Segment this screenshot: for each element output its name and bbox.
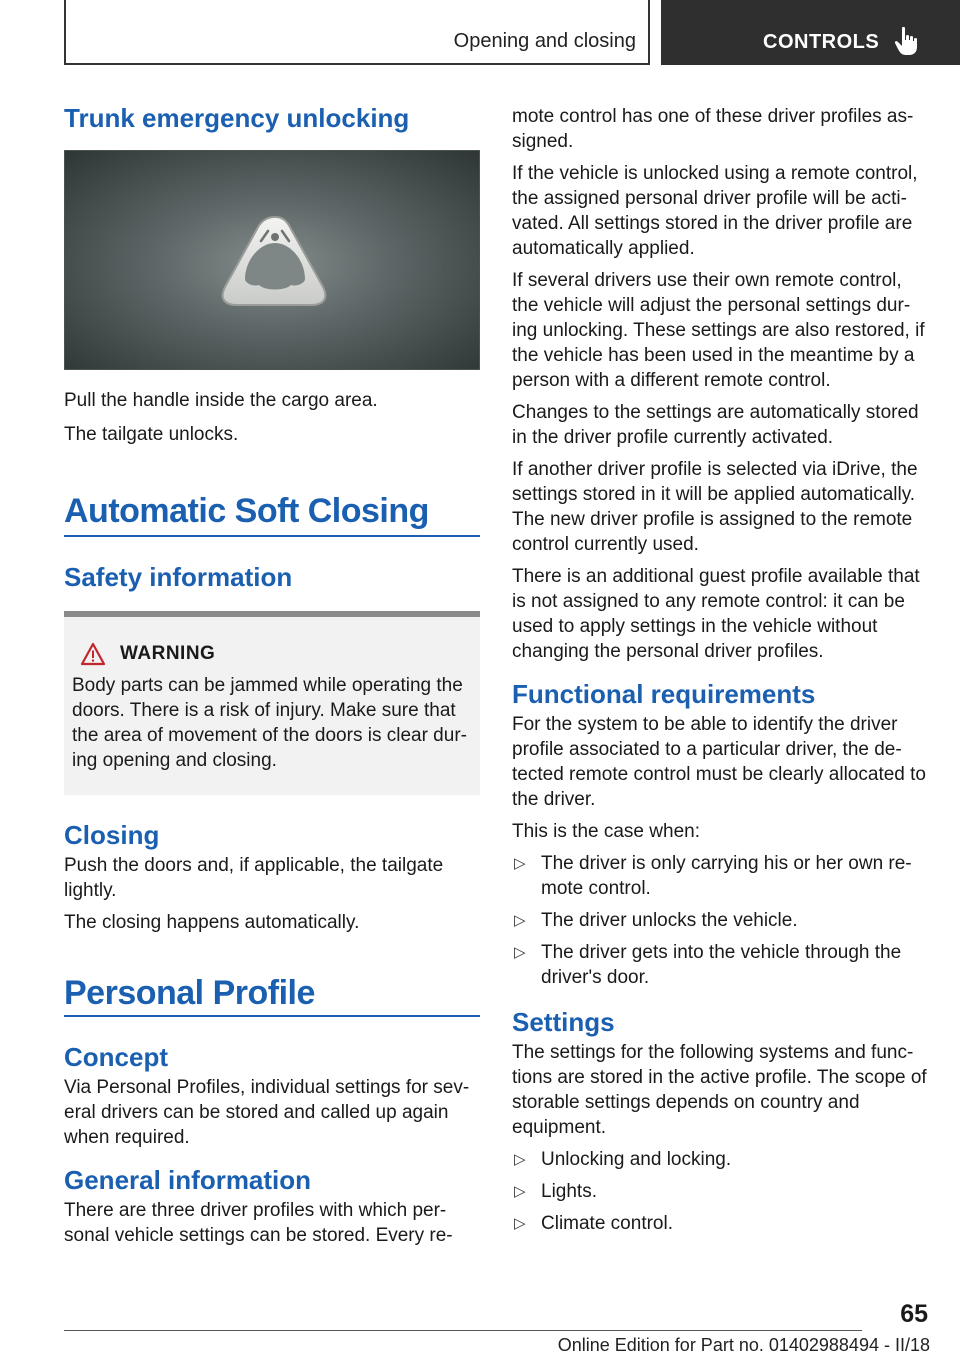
concept-heading: Concept [64, 1042, 168, 1072]
pointing-hand-icon [893, 26, 921, 56]
header-bottom-rule [64, 63, 650, 65]
list-item-text: The driver is only carrying his or her own re-mote control. [541, 853, 912, 899]
edition-note: Online Edition for Part no. 01402988494 - II/18 [557, 1335, 930, 1355]
bullet-triangle-icon: ▷ [514, 855, 526, 872]
list-item-text: Climate control. [541, 1213, 673, 1234]
header-chapter-label: CONTROLS [763, 31, 880, 53]
settings-text: The settings for the following systems and func-tions are stored in the active profile. The scope of storable settings depends on country and equipment. [512, 1042, 927, 1138]
profile-unlock-text: If the vehicle is unlocked using a remote control, the assigned personal driver profile will be acti-vated. All settings stored in the driver profile are automatically applied. [512, 163, 918, 259]
case-list [512, 851, 930, 990]
bullet-triangle-icon: ▷ [514, 1183, 526, 1200]
trunk-handle-photo [64, 150, 480, 370]
bullet-triangle-icon: ▷ [514, 944, 526, 961]
soft-closing-rule [64, 535, 480, 537]
list-item [512, 851, 930, 901]
warning-text: Body parts can be jammed while operating the doors. There is a risk of injury. Make sure that the area of movement of the doors is clear dur-ing opening and closing. [72, 675, 467, 771]
profile-changes-text: Changes to the settings are automatically stored in the driver profile currently activated. [512, 402, 919, 448]
closing-heading: Closing [64, 820, 160, 850]
functional-requirements-text: For the system to be able to identify the driver profile associated to a particular driver, the de-tected remote control must be clearly allocated to the driver. [512, 714, 926, 810]
header-right-rule [648, 0, 650, 65]
profile-several-drivers-text: If several drivers use their own remote control, the vehicle will adjust the personal settings dur-ing unlocking. These settings are also restored, if the vehicle has been used in the meantime by a person with a different remote control. [512, 270, 925, 391]
page-number: 65 [900, 1300, 928, 1328]
list-item [512, 1179, 930, 1204]
bullet-triangle-icon: ▷ [514, 1151, 526, 1168]
list-item-text: The driver gets into the vehicle through the driver's door. [541, 942, 902, 988]
list-item [512, 940, 930, 990]
case-intro-text: This is the case when: [512, 821, 700, 842]
safety-information-heading: Safety information [64, 562, 293, 592]
warning-box [64, 611, 480, 795]
list-item-text: The driver unlocks the vehicle. [541, 910, 798, 931]
concept-text: Via Personal Profiles, individual settings for sev-eral drivers can be stored and called up again when required. [64, 1077, 470, 1148]
general-information-heading: General information [64, 1165, 312, 1195]
right-column [512, 104, 930, 1236]
trunk-step-2: The tailgate unlocks. [64, 424, 239, 445]
warning-header [72, 641, 472, 667]
warning-label: WARNING [120, 643, 216, 664]
trunk-step-1: Pull the handle inside the cargo area. [64, 390, 378, 411]
profile-continued-text: mote control has one of these driver profiles as-signed. [512, 106, 914, 152]
closing-step-1: Push the doors and, if applicable, the tailgate lightly. [64, 855, 444, 901]
header-chapter-tab[interactable] [661, 0, 960, 65]
footer-rule [64, 1330, 862, 1331]
personal-profile-rule [64, 1015, 480, 1017]
left-column [64, 100, 480, 1248]
settings-list [512, 1147, 930, 1236]
general-information-text: There are three driver profiles with which per-sonal vehicle settings can be stored. Every re- [64, 1200, 453, 1246]
trunk-emergency-heading: Trunk emergency unlocking [64, 103, 410, 133]
bullet-triangle-icon: ▷ [514, 912, 526, 929]
header-section-title: Opening and closing [453, 30, 636, 52]
profile-guest-text: There is an additional guest profile available that is not assigned to any remote control: it can be used to apply settings in the vehicle without changing the personal driver profiles. [512, 566, 920, 662]
warning-triangle-icon [80, 642, 106, 666]
soft-closing-heading: Automatic Soft Closing [64, 492, 429, 530]
list-item [512, 1147, 930, 1172]
personal-profile-heading: Personal Profile [64, 974, 315, 1012]
closing-step-2: The closing happens automatically. [64, 912, 360, 933]
list-item [512, 1211, 930, 1236]
list-item [512, 908, 930, 933]
bullet-triangle-icon: ▷ [514, 1215, 526, 1232]
list-item-text: Lights. [541, 1181, 597, 1202]
trunk-handle-illustration [65, 151, 480, 370]
list-item-text: Unlocking and locking. [541, 1149, 732, 1170]
settings-heading: Settings [512, 1007, 615, 1037]
functional-requirements-heading: Functional requirements [512, 679, 816, 709]
profile-idrive-text: If another driver profile is selected via iDrive, the settings stored in it will be applied automatically. The new driver profile is assigned to the remote control currently used. [512, 459, 918, 555]
